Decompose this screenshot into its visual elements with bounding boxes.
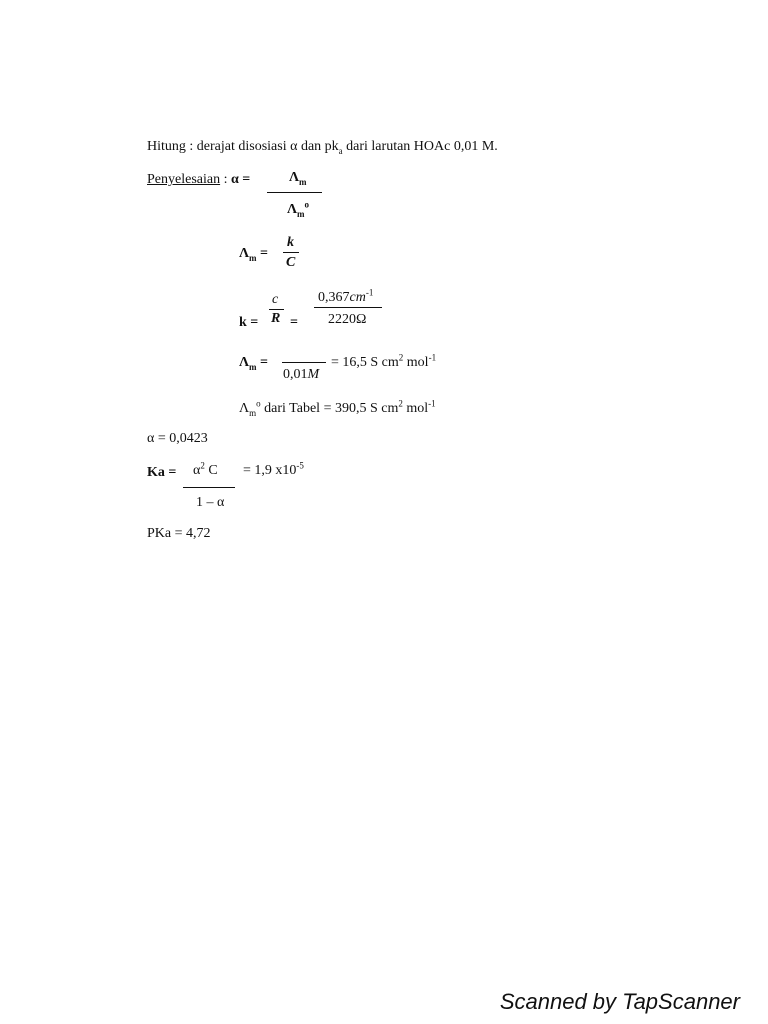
lambda-k-denominator: C (286, 255, 296, 270)
k-numerator: c (272, 292, 279, 307)
k-value-fraction-bar (314, 307, 382, 308)
ka-lhs: Ka = (147, 465, 177, 480)
pka-value: PKa = 4,72 (147, 526, 211, 541)
k-value-denominator: 2220Ω (328, 312, 367, 327)
k-fraction-bar (269, 309, 284, 310)
solution-label-line: Penyelesaian : α = (147, 172, 251, 187)
lambda-k-numerator: k (287, 235, 294, 250)
lambda-k-fraction-bar (283, 252, 299, 253)
lambda-value-lhs: $\Lambda_m$ = (239, 355, 269, 372)
lambda-k-lhs: $\Lambda_m$ = (239, 246, 269, 263)
lambda-value-result: = 16,5 S $cm^2$ mol$^{-1}$ (331, 352, 437, 370)
solution-label: Penyelesaian (147, 172, 221, 187)
ka-numerator: $\alpha^2$ C (193, 460, 218, 478)
alpha-denominator: $\Lambda_m^o$ (287, 199, 310, 219)
alpha-fraction-bar (267, 192, 322, 193)
scanner-watermark: Scanned by TapScanner (499, 989, 740, 1014)
k-lhs: k = (239, 315, 259, 330)
problem-statement: Hitung : derajat disosiasi α dan $pk_a$ dari larutan HOAc 0,01 M. (147, 139, 498, 156)
k-value-numerator: $0,367cm^{-1}$ (318, 287, 374, 305)
ka-denominator: 1 – α (196, 495, 225, 510)
k-denominator: R (271, 311, 281, 326)
alpha-lhs: α = (230, 172, 251, 187)
alpha-numerator: $\Lambda_m$ (289, 170, 307, 187)
lambda-table-line: $\Lambda_m^o$ dari Tabel = 390,5 S $cm^2$ mol$^{-1}$ (239, 398, 436, 418)
lambda-value-denominator: 0,01M (283, 367, 320, 382)
ka-result: = 1,9 $x10^{-5}$ (243, 460, 304, 478)
alpha-value: α = 0,0423 (147, 431, 208, 446)
k-equals: = (290, 315, 298, 330)
lambda-value-fraction-bar (282, 362, 326, 363)
ka-fraction-bar (183, 487, 235, 488)
